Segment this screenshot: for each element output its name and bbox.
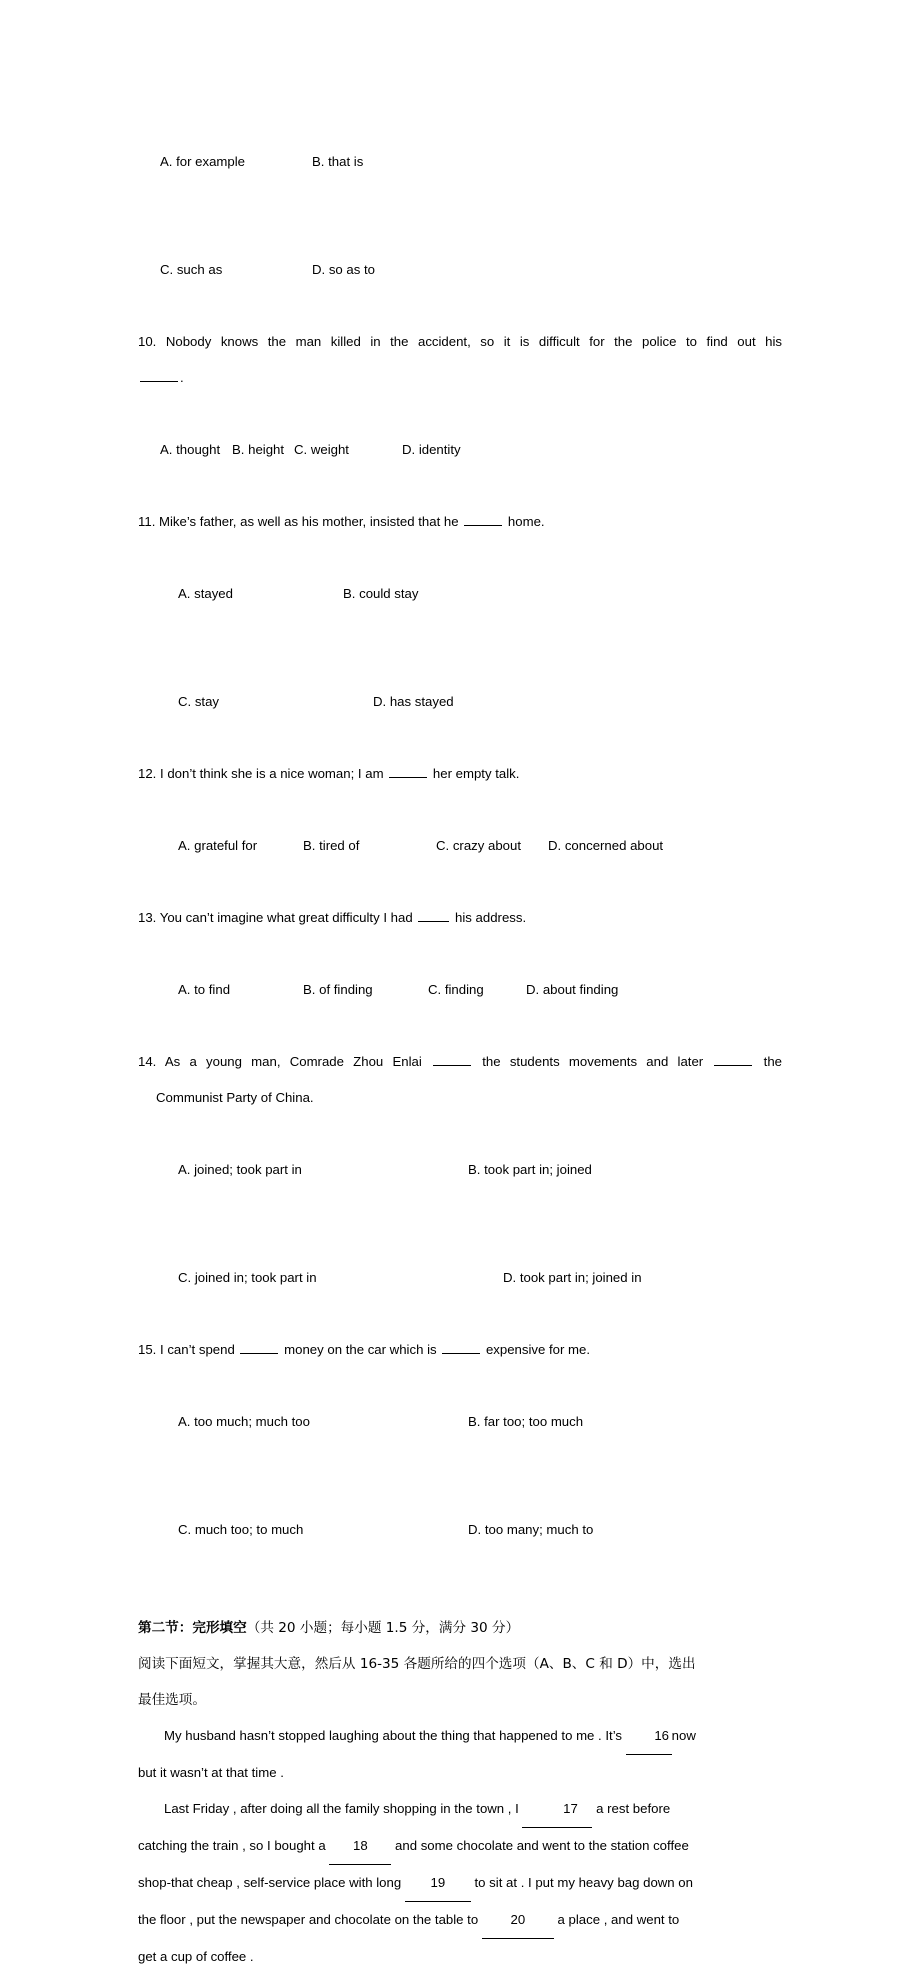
question-stem-14-line2: Communist Party of China. [156,1090,314,1105]
question-options-row [138,936,782,1044]
answer-blank [140,368,178,382]
passage-paragraph-2-line2 [138,1828,782,1865]
option-item: C. much too; to much [177,1522,304,1537]
passage-p2-g: the floor , put the newspaper and chocolate on the table to [138,1912,479,1927]
question-stem-14-a: 14. As a young man, Comrade Zhou Enlai [138,1054,422,1069]
option-item: B. tired of [302,838,360,853]
passage-p2-h: a place , and went to [557,1912,680,1927]
cloze-blank-20: 20 [482,1902,554,1939]
answer-blank [714,1052,752,1066]
question-options-row [138,1116,782,1224]
question-stem-10-period: . [180,370,184,385]
question-stem-13-b: his address. [455,910,527,925]
question-stem-15-a: 15. I can’t spend [138,1342,235,1357]
question-stem-13 [138,900,782,936]
section2-heading-title: 第二节：完形填空 [138,1620,247,1636]
cloze-blank-17: 17 [522,1791,592,1828]
passage-paragraph-2-line4 [138,1902,782,1939]
option-item: C. stay [177,694,220,709]
passage-paragraph-2-line5: get a cup of coffee . [138,1949,254,1964]
cloze-blank-16: 16 [626,1718,672,1755]
question-stem-12 [138,756,782,792]
question-stem-13-a: 13. You can’t imagine what great difficulty I had [138,910,413,925]
section2-heading-detail: （共 20 小题；每小题 1.5 分，满分 30 分） [246,1620,520,1636]
passage-p2-f: to sit at . I put my heavy bag down on [474,1875,693,1890]
option-item: A. grateful for [177,838,258,853]
answer-blank [240,1340,278,1354]
option-item: D. concerned about [547,838,664,853]
question-stem-14-b: the students movements and later [482,1054,704,1069]
question-options-row [138,1476,782,1584]
option-item: C. joined in; took part in [177,1270,317,1285]
option-item: A. stayed [177,586,233,601]
option-item: A. to find [177,982,231,997]
passage-paragraph-2-line3 [138,1865,782,1902]
passage-p2-c: catching the train , so I bought a [138,1838,326,1853]
option-item: C. finding [427,982,484,997]
question-options-row [138,396,782,504]
question-options-row [138,216,782,324]
option-item: D. has stayed [372,694,454,709]
question-stem-10: 10. Nobody knows the man killed in the accident, so it is difficult for the police to find out his [138,334,782,349]
option-item: D. identity [401,442,461,457]
option-item: B. far too; too much [467,1414,584,1429]
section2-instruction-line1: 阅读下面短文，掌握其大意，然后从 16-35 各题所给的四个选项（A、B、C 和 D）中，选出 [138,1656,696,1672]
answer-blank [464,512,502,526]
question-stem-15-b: money on the car which is [284,1342,437,1357]
cloze-blank-19: 19 [405,1865,471,1902]
option-item: B. of finding [302,982,373,997]
question-options-row [138,648,782,756]
answer-blank [389,764,427,778]
option-item: A. too much; much too [177,1414,310,1429]
question-stem-12-b: her empty talk. [432,766,520,781]
passage-p2-a: Last Friday , after doing all the family shopping in the town , I [164,1801,519,1816]
question-options-row [138,1368,782,1476]
section2-instruction-line2: 最佳选项。 [138,1692,206,1708]
option-item: C. crazy about [435,838,522,853]
question-stem-10-blankline [138,360,782,396]
passage-paragraph-2 [138,1791,782,1828]
option-item: D. so as to [311,262,376,277]
question-stem-14-c: the [763,1054,782,1069]
option-item: D. took part in; joined in [502,1270,642,1285]
question-options-row [138,1224,782,1332]
question-stem-15 [138,1332,782,1368]
question-stem-12-a: 12. I don’t think she is a nice woman; I am [138,766,384,781]
passage-p1-a: My husband hasn’t stopped laughing about the thing that happened to me . It’s [164,1728,622,1743]
question-stem-15-c: expensive for me. [485,1342,591,1357]
option-item: B. height [231,442,285,457]
option-item: B. that is [311,154,364,169]
section2-heading [138,1610,782,1646]
answer-blank [442,1340,480,1354]
passage-p2-b: a rest before [596,1801,671,1816]
option-item: B. took part in; joined [467,1162,592,1177]
option-item: B. could stay [342,586,419,601]
question-stem-11 [138,504,782,540]
document-content [138,108,782,1975]
passage-p2-e: shop-that cheap , self-service place with long [138,1875,402,1890]
option-item: D. too many; much to [467,1522,594,1537]
cloze-blank-18: 18 [329,1828,391,1865]
passage-paragraph-1 [138,1718,782,1755]
question-stem-14 [138,1044,782,1080]
answer-blank [433,1052,471,1066]
option-item: D. about finding [525,982,619,997]
question-stem-11-a: 11. Mike’s father, as well as his mother, insisted that he [138,514,459,529]
option-item: C. such as [159,262,223,277]
passage-p1-b: now [671,1728,696,1743]
option-item: A. thought [159,442,221,457]
option-item: A. for example [159,154,246,169]
question-options-row [138,540,782,648]
option-item: C. weight [293,442,349,457]
question-options-row [138,792,782,900]
question-options-row [138,108,782,216]
passage-p2-d: and some chocolate and went to the station coffee [395,1838,689,1853]
passage-paragraph-1-cont: but it wasn’t at that time . [138,1765,284,1780]
question-stem-11-b: home. [507,514,545,529]
answer-blank [418,908,449,922]
option-item: A. joined; took part in [177,1162,302,1177]
